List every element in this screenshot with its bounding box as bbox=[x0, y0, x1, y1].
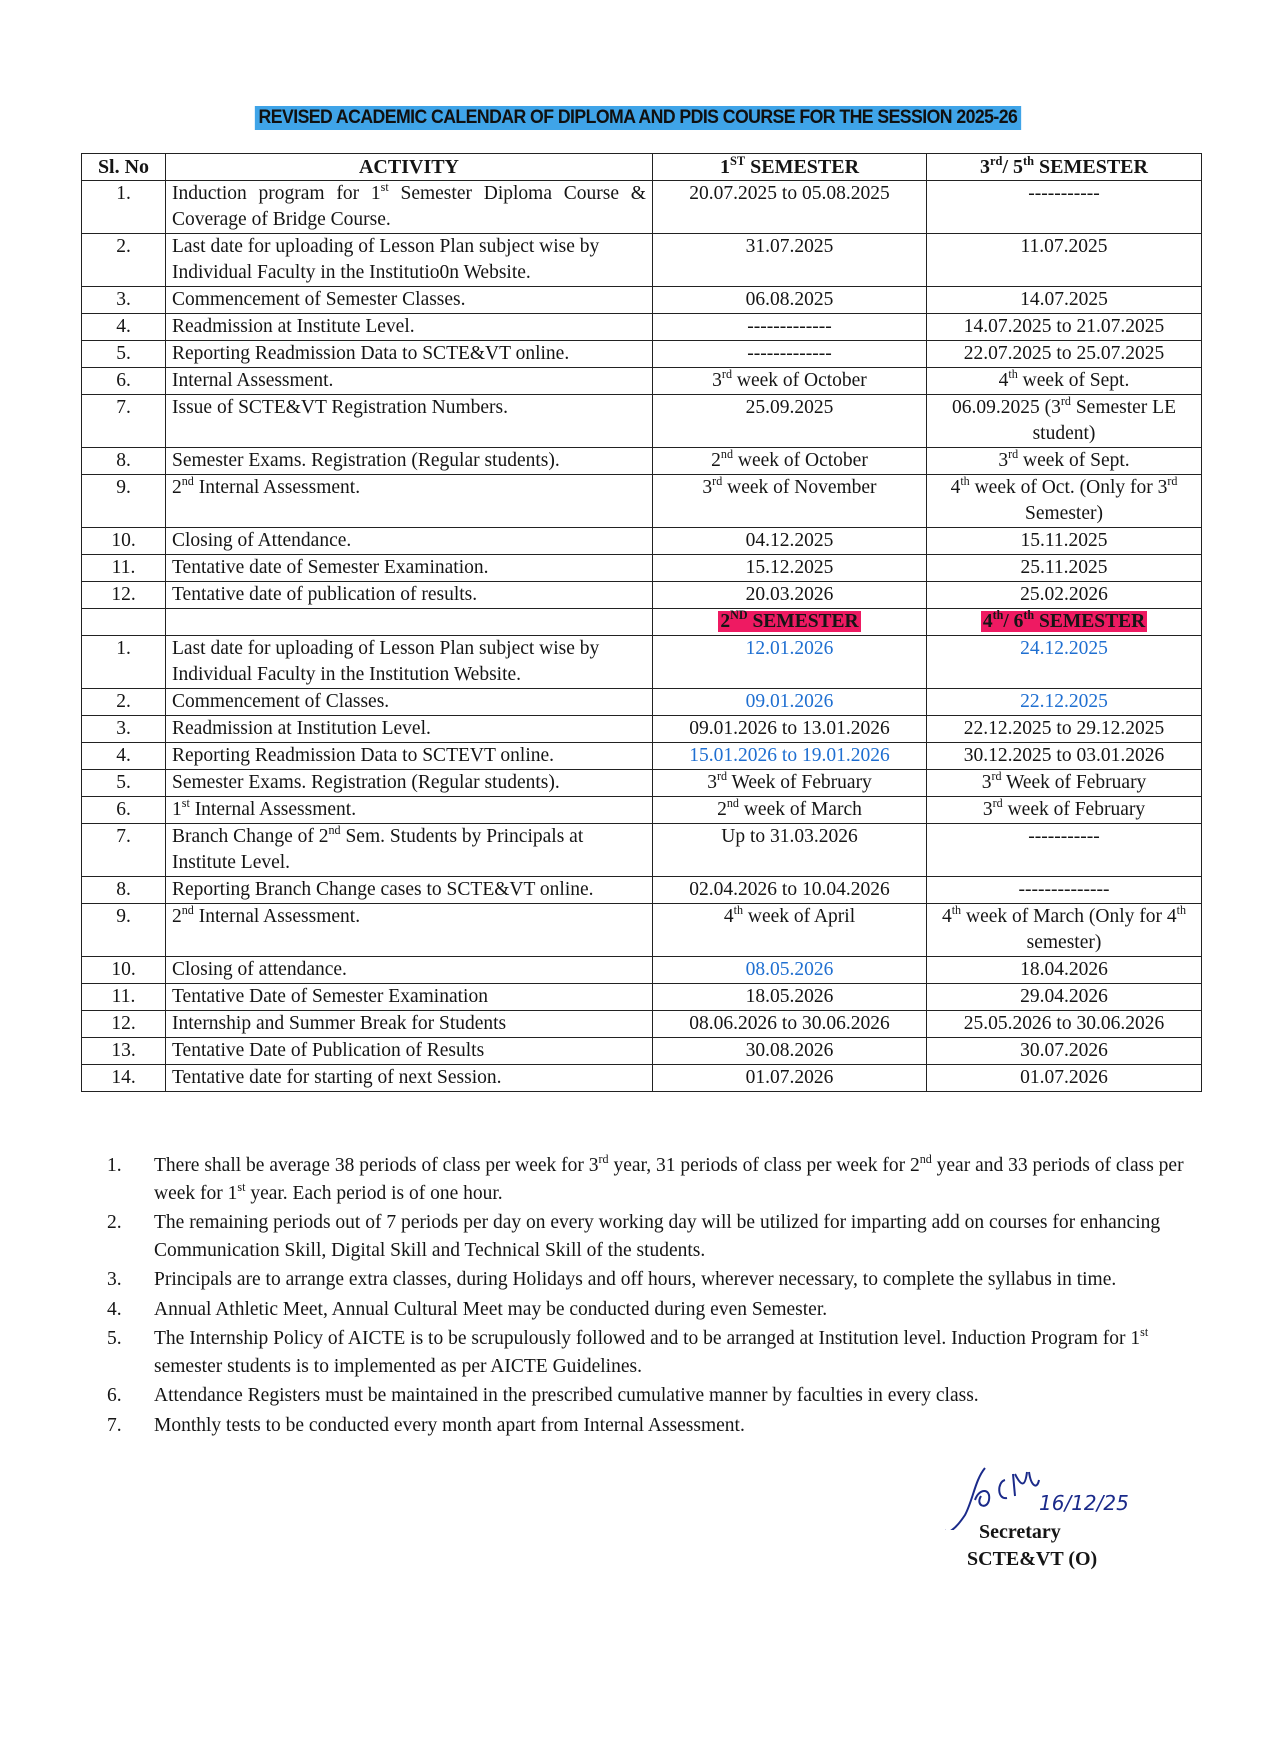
row-activity: Reporting Readmission Data to SCTE&VT online. bbox=[166, 341, 653, 368]
row-sl-no: 6. bbox=[82, 797, 166, 824]
signature-block bbox=[945, 1460, 1165, 1580]
note-item bbox=[107, 1412, 1187, 1440]
row-activity: Induction program for 1st Semester Diploma Course & Coverage of Bridge Course. bbox=[166, 181, 653, 234]
row-4th-6th-semester: -------------- bbox=[927, 877, 1202, 904]
signatory-org: SCTE&VT (O) bbox=[967, 1548, 1098, 1570]
academic-calendar-table bbox=[81, 153, 1202, 1092]
row-sl-no: 6. bbox=[82, 368, 166, 395]
even-semester-rows bbox=[82, 636, 1202, 1092]
note-item bbox=[107, 1266, 1187, 1294]
row-sl-no: 5. bbox=[82, 770, 166, 797]
row-sl-no: 2. bbox=[82, 234, 166, 287]
note-text: Principals are to arrange extra classes, during Holidays and off hours, wherever necessary, to complete the syllabus in time. bbox=[154, 1269, 1117, 1290]
row-activity: Tentative date for starting of next Session. bbox=[166, 1065, 653, 1092]
row-activity: Readmission at Institute Level. bbox=[166, 314, 653, 341]
row-4th-6th-semester: 18.04.2026 bbox=[927, 957, 1202, 984]
row-sl-no: 11. bbox=[82, 555, 166, 582]
row-activity: Tentative date of publication of results. bbox=[166, 582, 653, 609]
row-2nd-semester: 4th week of April bbox=[653, 904, 927, 957]
note-text: There shall be average 38 periods of class per week for 3rd year, 31 periods of class per week for 2nd year and 33 periods of class per week for 1st year. Each period is of one hour. bbox=[154, 1152, 1184, 1204]
table-row bbox=[82, 1038, 1202, 1065]
note-text: The remaining periods out of 7 periods per day on every working day will be utilized for imparting add on courses for enhancing Communication Skill, Digital Skill and Technical Skill of the students. bbox=[154, 1212, 1161, 1261]
table-row bbox=[82, 716, 1202, 743]
header-2nd-semester: 2ND SEMESTER bbox=[653, 609, 927, 636]
row-sl-no: 8. bbox=[82, 877, 166, 904]
header-3rd-5th-semester: 3rd/ 5th SEMESTER bbox=[927, 154, 1202, 181]
table-row bbox=[82, 1011, 1202, 1038]
note-number: 1. bbox=[107, 1155, 122, 1176]
row-activity: Tentative Date of Semester Examination bbox=[166, 984, 653, 1011]
table-row bbox=[82, 770, 1202, 797]
table-row bbox=[82, 368, 1202, 395]
row-1st-semester: 06.08.2025 bbox=[653, 287, 927, 314]
note-number: 7. bbox=[107, 1414, 122, 1436]
row-sl-no: 10. bbox=[82, 957, 166, 984]
row-4th-6th-semester: 22.12.2025 to 29.12.2025 bbox=[927, 716, 1202, 743]
row-activity: Branch Change of 2nd Sem. Students by Principals at Institute Level. bbox=[166, 824, 653, 877]
empty-cell bbox=[166, 609, 653, 636]
signature-scribble-icon bbox=[945, 1460, 1165, 1530]
table-row bbox=[82, 877, 1202, 904]
row-2nd-semester: Up to 31.03.2026 bbox=[653, 824, 927, 877]
table-row bbox=[82, 824, 1202, 877]
table-row bbox=[82, 234, 1202, 287]
row-3rd-5th-semester: 11.07.2025 bbox=[927, 234, 1202, 287]
header-1st-semester: 1ST SEMESTER bbox=[653, 154, 927, 181]
table-row bbox=[82, 743, 1202, 770]
row-sl-no: 9. bbox=[82, 904, 166, 957]
row-activity: Tentative Date of Publication of Results bbox=[166, 1038, 653, 1065]
row-3rd-5th-semester: 14.07.2025 bbox=[927, 287, 1202, 314]
title-wrapper bbox=[0, 106, 1275, 130]
row-4th-6th-semester: 24.12.2025 bbox=[927, 636, 1202, 689]
row-sl-no: 1. bbox=[82, 636, 166, 689]
note-item bbox=[107, 1382, 1187, 1410]
even-semester-header bbox=[82, 609, 1202, 636]
table-row bbox=[82, 689, 1202, 716]
row-4th-6th-semester: 30.12.2025 to 03.01.2026 bbox=[927, 743, 1202, 770]
row-4th-6th-semester: 4th week of March (Only for 4th semester) bbox=[927, 904, 1202, 957]
note-item bbox=[107, 1296, 1187, 1324]
header-sl-no: Sl. No bbox=[82, 154, 166, 181]
table-row bbox=[82, 957, 1202, 984]
note-item bbox=[107, 1152, 1187, 1207]
row-3rd-5th-semester: 4th week of Sept. bbox=[927, 368, 1202, 395]
row-sl-no: 4. bbox=[82, 743, 166, 770]
row-1st-semester: 3rd week of November bbox=[653, 475, 927, 528]
row-2nd-semester: 12.01.2026 bbox=[653, 636, 927, 689]
row-2nd-semester: 3rd Week of February bbox=[653, 770, 927, 797]
note-number: 6. bbox=[107, 1385, 122, 1406]
signature-date: 16/12/25 bbox=[1039, 1491, 1129, 1515]
row-sl-no: 14. bbox=[82, 1065, 166, 1092]
row-activity: Tentative date of Semester Examination. bbox=[166, 555, 653, 582]
row-4th-6th-semester: ----------- bbox=[927, 824, 1202, 877]
row-1st-semester: 3rd week of October bbox=[653, 368, 927, 395]
row-4th-6th-semester: 3rd Week of February bbox=[927, 770, 1202, 797]
row-sl-no: 11. bbox=[82, 984, 166, 1011]
row-sl-no: 2. bbox=[82, 689, 166, 716]
row-2nd-semester: 08.05.2026 bbox=[653, 957, 927, 984]
table-row bbox=[82, 797, 1202, 824]
row-activity: Last date for uploading of Lesson Plan subject wise by Individual Faculty in the Institutio0n Website. bbox=[166, 234, 653, 287]
row-sl-no: 7. bbox=[82, 395, 166, 448]
row-3rd-5th-semester: ----------- bbox=[927, 181, 1202, 234]
row-1st-semester: 25.09.2025 bbox=[653, 395, 927, 448]
table-row bbox=[82, 181, 1202, 234]
note-number: 4. bbox=[107, 1298, 122, 1320]
row-3rd-5th-semester: 25.11.2025 bbox=[927, 555, 1202, 582]
row-3rd-5th-semester: 06.09.2025 (3rd Semester LE student) bbox=[927, 395, 1202, 448]
note-text: Attendance Registers must be maintained in the prescribed cumulative manner by faculties in every class. bbox=[154, 1385, 979, 1406]
row-4th-6th-semester: 30.07.2026 bbox=[927, 1038, 1202, 1065]
row-sl-no: 12. bbox=[82, 582, 166, 609]
row-sl-no: 12. bbox=[82, 1011, 166, 1038]
row-3rd-5th-semester: 3rd week of Sept. bbox=[927, 448, 1202, 475]
row-sl-no: 3. bbox=[82, 287, 166, 314]
row-activity: Internal Assessment. bbox=[166, 368, 653, 395]
note-number: 2. bbox=[107, 1212, 122, 1233]
row-sl-no: 4. bbox=[82, 314, 166, 341]
row-sl-no: 8. bbox=[82, 448, 166, 475]
row-3rd-5th-semester: 14.07.2025 to 21.07.2025 bbox=[927, 314, 1202, 341]
notes-list bbox=[107, 1152, 1187, 1441]
row-sl-no: 5. bbox=[82, 341, 166, 368]
table-row bbox=[82, 555, 1202, 582]
odd-semester-rows bbox=[82, 181, 1202, 609]
row-1st-semester: 20.03.2026 bbox=[653, 582, 927, 609]
note-number: 3. bbox=[107, 1269, 122, 1290]
table-row bbox=[82, 475, 1202, 528]
note-text: Annual Athletic Meet, Annual Cultural Meet may be conducted during even Semester. bbox=[154, 1298, 828, 1320]
row-1st-semester: ------------- bbox=[653, 341, 927, 368]
row-activity: Semester Exams. Registration (Regular students). bbox=[166, 448, 653, 475]
row-activity: Commencement of Semester Classes. bbox=[166, 287, 653, 314]
row-4th-6th-semester: 25.05.2026 to 30.06.2026 bbox=[927, 1011, 1202, 1038]
row-4th-6th-semester: 22.12.2025 bbox=[927, 689, 1202, 716]
header-4th-6th-semester: 4th/ 6th SEMESTER bbox=[927, 609, 1202, 636]
row-2nd-semester: 02.04.2026 to 10.04.2026 bbox=[653, 877, 927, 904]
row-2nd-semester: 18.05.2026 bbox=[653, 984, 927, 1011]
row-3rd-5th-semester: 25.02.2026 bbox=[927, 582, 1202, 609]
table-row bbox=[82, 395, 1202, 448]
row-2nd-semester: 15.01.2026 to 19.01.2026 bbox=[653, 743, 927, 770]
row-activity: 1st Internal Assessment. bbox=[166, 797, 653, 824]
table-row bbox=[82, 287, 1202, 314]
document-title: REVISED ACADEMIC CALENDAR OF DIPLOMA AND PDIS COURSE FOR THE SESSION 2025-26 bbox=[254, 106, 1020, 130]
row-sl-no: 13. bbox=[82, 1038, 166, 1065]
table-row bbox=[82, 1065, 1202, 1092]
row-4th-6th-semester: 01.07.2026 bbox=[927, 1065, 1202, 1092]
row-activity: Last date for uploading of Lesson Plan subject wise by Individual Faculty in the Institution Website. bbox=[166, 636, 653, 689]
table-row bbox=[82, 582, 1202, 609]
row-sl-no: 1. bbox=[82, 181, 166, 234]
row-2nd-semester: 01.07.2026 bbox=[653, 1065, 927, 1092]
row-activity: Issue of SCTE&VT Registration Numbers. bbox=[166, 395, 653, 448]
table-row bbox=[82, 341, 1202, 368]
note-item bbox=[107, 1209, 1187, 1264]
row-4th-6th-semester: 29.04.2026 bbox=[927, 984, 1202, 1011]
table-row bbox=[82, 984, 1202, 1011]
row-1st-semester: 31.07.2025 bbox=[653, 234, 927, 287]
row-2nd-semester: 2nd week of March bbox=[653, 797, 927, 824]
table-row bbox=[82, 448, 1202, 475]
row-2nd-semester: 08.06.2026 to 30.06.2026 bbox=[653, 1011, 927, 1038]
row-1st-semester: 15.12.2025 bbox=[653, 555, 927, 582]
row-3rd-5th-semester: 4th week of Oct. (Only for 3rd Semester) bbox=[927, 475, 1202, 528]
row-1st-semester: 20.07.2025 to 05.08.2025 bbox=[653, 181, 927, 234]
table-header-row bbox=[82, 154, 1202, 181]
note-item bbox=[107, 1325, 1187, 1380]
note-number: 5. bbox=[107, 1328, 122, 1349]
row-activity: 2nd Internal Assessment. bbox=[166, 475, 653, 528]
table-row bbox=[82, 314, 1202, 341]
row-activity: Reporting Branch Change cases to SCTE&VT online. bbox=[166, 877, 653, 904]
row-2nd-semester: 09.01.2026 to 13.01.2026 bbox=[653, 716, 927, 743]
header-activity: ACTIVITY bbox=[166, 154, 653, 181]
row-activity: Closing of attendance. bbox=[166, 957, 653, 984]
note-text: Monthly tests to be conducted every month apart from Internal Assessment. bbox=[154, 1414, 745, 1436]
table-row bbox=[82, 904, 1202, 957]
row-2nd-semester: 30.08.2026 bbox=[653, 1038, 927, 1065]
empty-cell bbox=[82, 609, 166, 636]
row-activity: Internship and Summer Break for Students bbox=[166, 1011, 653, 1038]
row-1st-semester: ------------- bbox=[653, 314, 927, 341]
row-sl-no: 3. bbox=[82, 716, 166, 743]
row-activity: Semester Exams. Registration (Regular students). bbox=[166, 770, 653, 797]
row-4th-6th-semester: 3rd week of February bbox=[927, 797, 1202, 824]
row-3rd-5th-semester: 15.11.2025 bbox=[927, 528, 1202, 555]
row-sl-no: 7. bbox=[82, 824, 166, 877]
row-activity: Readmission at Institution Level. bbox=[166, 716, 653, 743]
row-1st-semester: 04.12.2025 bbox=[653, 528, 927, 555]
row-activity: 2nd Internal Assessment. bbox=[166, 904, 653, 957]
row-sl-no: 10. bbox=[82, 528, 166, 555]
row-3rd-5th-semester: 22.07.2025 to 25.07.2025 bbox=[927, 341, 1202, 368]
row-1st-semester: 2nd week of October bbox=[653, 448, 927, 475]
row-2nd-semester: 09.01.2026 bbox=[653, 689, 927, 716]
table-row bbox=[82, 528, 1202, 555]
row-sl-no: 9. bbox=[82, 475, 166, 528]
row-activity: Commencement of Classes. bbox=[166, 689, 653, 716]
row-activity: Closing of Attendance. bbox=[166, 528, 653, 555]
even-semester-header-row bbox=[82, 609, 1202, 636]
signatory-role: Secretary bbox=[979, 1521, 1061, 1543]
table-row bbox=[82, 636, 1202, 689]
note-text: The Internship Policy of AICTE is to be scrupulously followed and to be arranged at Institution level. Induction Program for 1st semester students is to implemented as per AICTE Guidelines. bbox=[154, 1325, 1149, 1377]
row-activity: Reporting Readmission Data to SCTEVT online. bbox=[166, 743, 653, 770]
